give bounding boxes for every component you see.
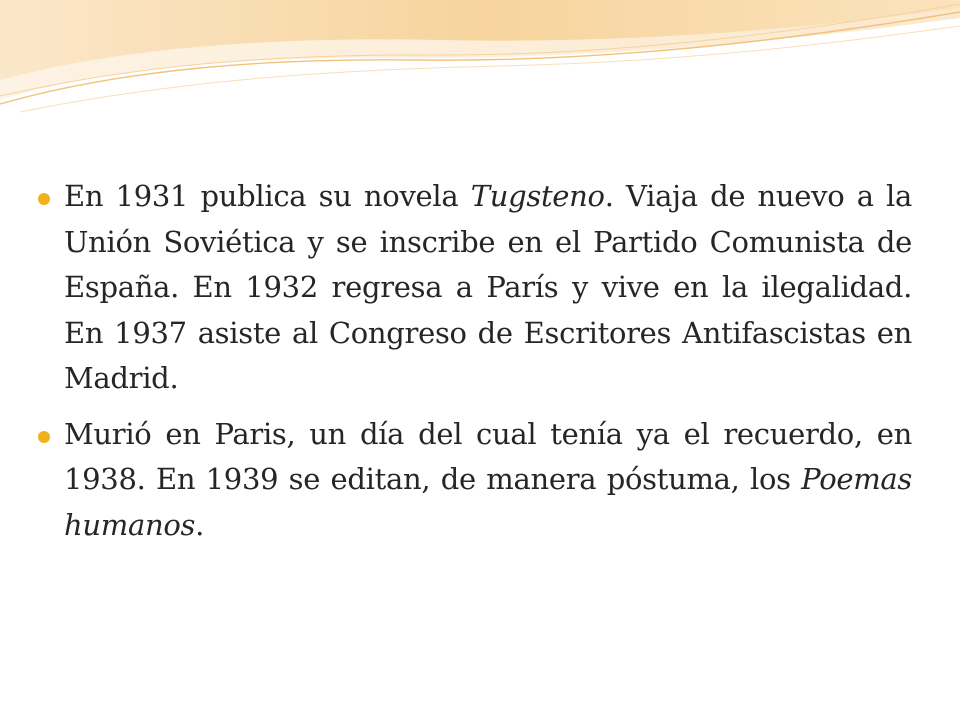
bullet-item-1 <box>38 174 912 402</box>
bullet-item-2 <box>38 412 912 549</box>
bullet-1-title-tugsteno: Tugsteno <box>470 179 605 213</box>
bullet-1-text-b: . Viaja de nuevo a la Unión Soviética y se inscribe en el Partido Comunista de España. En 1932 regresa a París y vive en la ilegalidad. En 1937 asiste al Congreso de Escritores Antifascistas en Madrid. <box>64 179 912 395</box>
header-wave-decoration <box>0 0 960 130</box>
bullet-dot-icon <box>38 193 50 205</box>
bullet-1-text-a: En 1931 publica su novela <box>64 179 471 213</box>
bullet-2-title-poemas-humanos: Poemas humanos <box>64 462 912 542</box>
bullet-2-text-b: . <box>195 507 204 542</box>
bullet-dot-icon <box>38 431 50 443</box>
bullet-list <box>38 174 912 558</box>
bullet-2-text-a: Murió en Paris, un día del cual tenía ya el recuerdo, en 1938. En 1939 se editan, de manera póstuma, los <box>64 416 912 496</box>
